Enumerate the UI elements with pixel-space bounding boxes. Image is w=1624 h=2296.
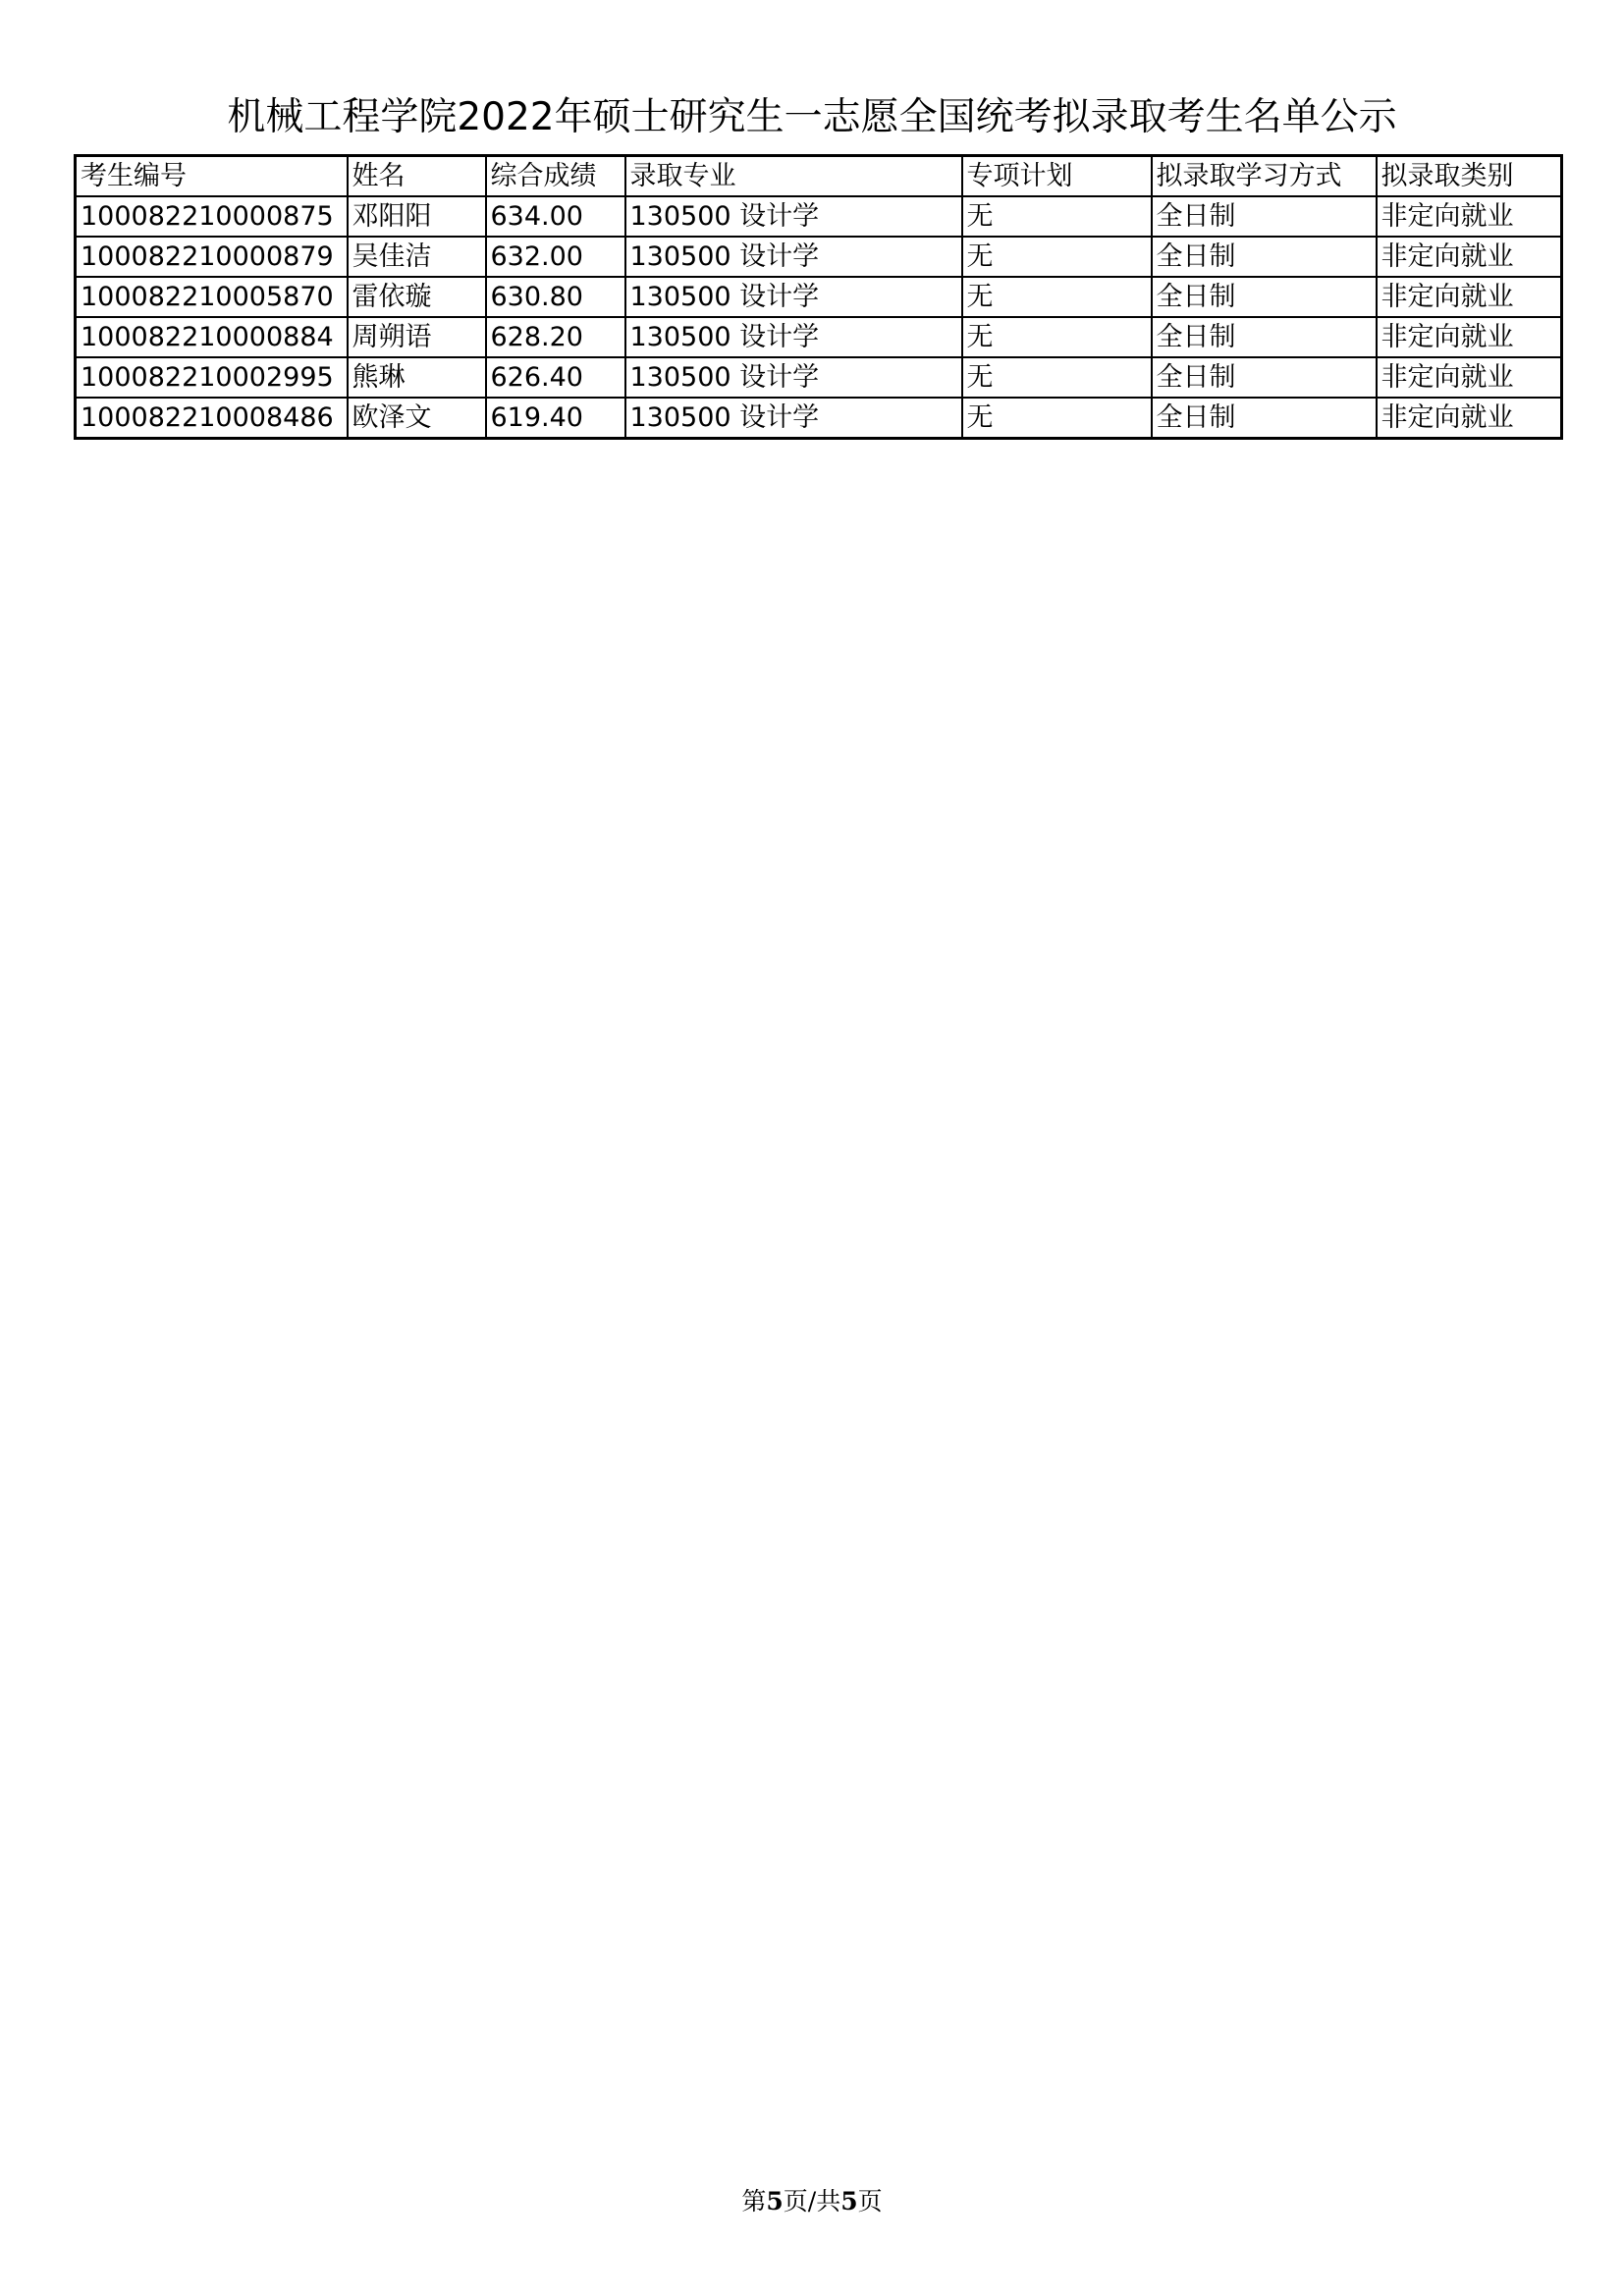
cell-study-mode: 全日制 — [1152, 317, 1377, 357]
cell-name: 吴佳洁 — [348, 237, 486, 277]
header-candidate-id: 考生编号 — [76, 156, 348, 197]
cell-major: 130500 设计学 — [625, 317, 962, 357]
cell-name: 邓阳阳 — [348, 196, 486, 237]
header-major: 录取专业 — [625, 156, 962, 197]
admission-table-container — [74, 154, 1560, 440]
cell-candidate-id: 100082210000884 — [76, 317, 348, 357]
cell-name: 欧泽文 — [348, 398, 486, 439]
cell-major: 130500 设计学 — [625, 237, 962, 277]
page-number-footer — [0, 2185, 1624, 2218]
cell-admission-type: 非定向就业 — [1377, 196, 1562, 237]
cell-candidate-id: 100082210002995 — [76, 357, 348, 398]
table-row — [76, 237, 1562, 277]
cell-candidate-id: 100082210005870 — [76, 277, 348, 317]
cell-admission-type: 非定向就业 — [1377, 398, 1562, 439]
footer-mid: 页/共 — [783, 2187, 841, 2216]
cell-name: 熊琳 — [348, 357, 486, 398]
table-row — [76, 357, 1562, 398]
header-total-score: 综合成绩 — [486, 156, 625, 197]
cell-study-mode: 全日制 — [1152, 357, 1377, 398]
table-row — [76, 317, 1562, 357]
cell-special-plan: 无 — [962, 277, 1152, 317]
footer-total-pages: 5 — [840, 2187, 858, 2216]
page-title: 机械工程学院2022年硕士研究生一志愿全国统考拟录取考生名单公示 — [227, 95, 1397, 139]
cell-total-score: 632.00 — [486, 237, 625, 277]
cell-major: 130500 设计学 — [625, 357, 962, 398]
cell-admission-type: 非定向就业 — [1377, 317, 1562, 357]
cell-candidate-id: 100082210008486 — [76, 398, 348, 439]
cell-name: 周朔语 — [348, 317, 486, 357]
cell-special-plan: 无 — [962, 317, 1152, 357]
table-row — [76, 196, 1562, 237]
header-special-plan: 专项计划 — [962, 156, 1152, 197]
cell-candidate-id: 100082210000879 — [76, 237, 348, 277]
cell-special-plan: 无 — [962, 237, 1152, 277]
cell-study-mode: 全日制 — [1152, 196, 1377, 237]
cell-total-score: 619.40 — [486, 398, 625, 439]
cell-total-score: 634.00 — [486, 196, 625, 237]
cell-special-plan: 无 — [962, 357, 1152, 398]
footer-prefix: 第 — [741, 2187, 767, 2216]
cell-special-plan: 无 — [962, 398, 1152, 439]
cell-total-score: 630.80 — [486, 277, 625, 317]
table-row — [76, 398, 1562, 439]
cell-admission-type: 非定向就业 — [1377, 277, 1562, 317]
cell-major: 130500 设计学 — [625, 277, 962, 317]
header-study-mode: 拟录取学习方式 — [1152, 156, 1377, 197]
cell-total-score: 628.20 — [486, 317, 625, 357]
admission-table — [74, 154, 1563, 440]
cell-name: 雷依璇 — [348, 277, 486, 317]
header-name: 姓名 — [348, 156, 486, 197]
cell-major: 130500 设计学 — [625, 398, 962, 439]
header-admission-type: 拟录取类别 — [1377, 156, 1562, 197]
cell-admission-type: 非定向就业 — [1377, 357, 1562, 398]
table-header-row — [76, 156, 1562, 197]
table-row — [76, 277, 1562, 317]
cell-study-mode: 全日制 — [1152, 277, 1377, 317]
cell-special-plan: 无 — [962, 196, 1152, 237]
cell-study-mode: 全日制 — [1152, 398, 1377, 439]
cell-major: 130500 设计学 — [625, 196, 962, 237]
footer-suffix: 页 — [857, 2187, 883, 2216]
cell-candidate-id: 100082210000875 — [76, 196, 348, 237]
cell-admission-type: 非定向就业 — [1377, 237, 1562, 277]
cell-total-score: 626.40 — [486, 357, 625, 398]
footer-current-page: 5 — [766, 2187, 784, 2216]
cell-study-mode: 全日制 — [1152, 237, 1377, 277]
